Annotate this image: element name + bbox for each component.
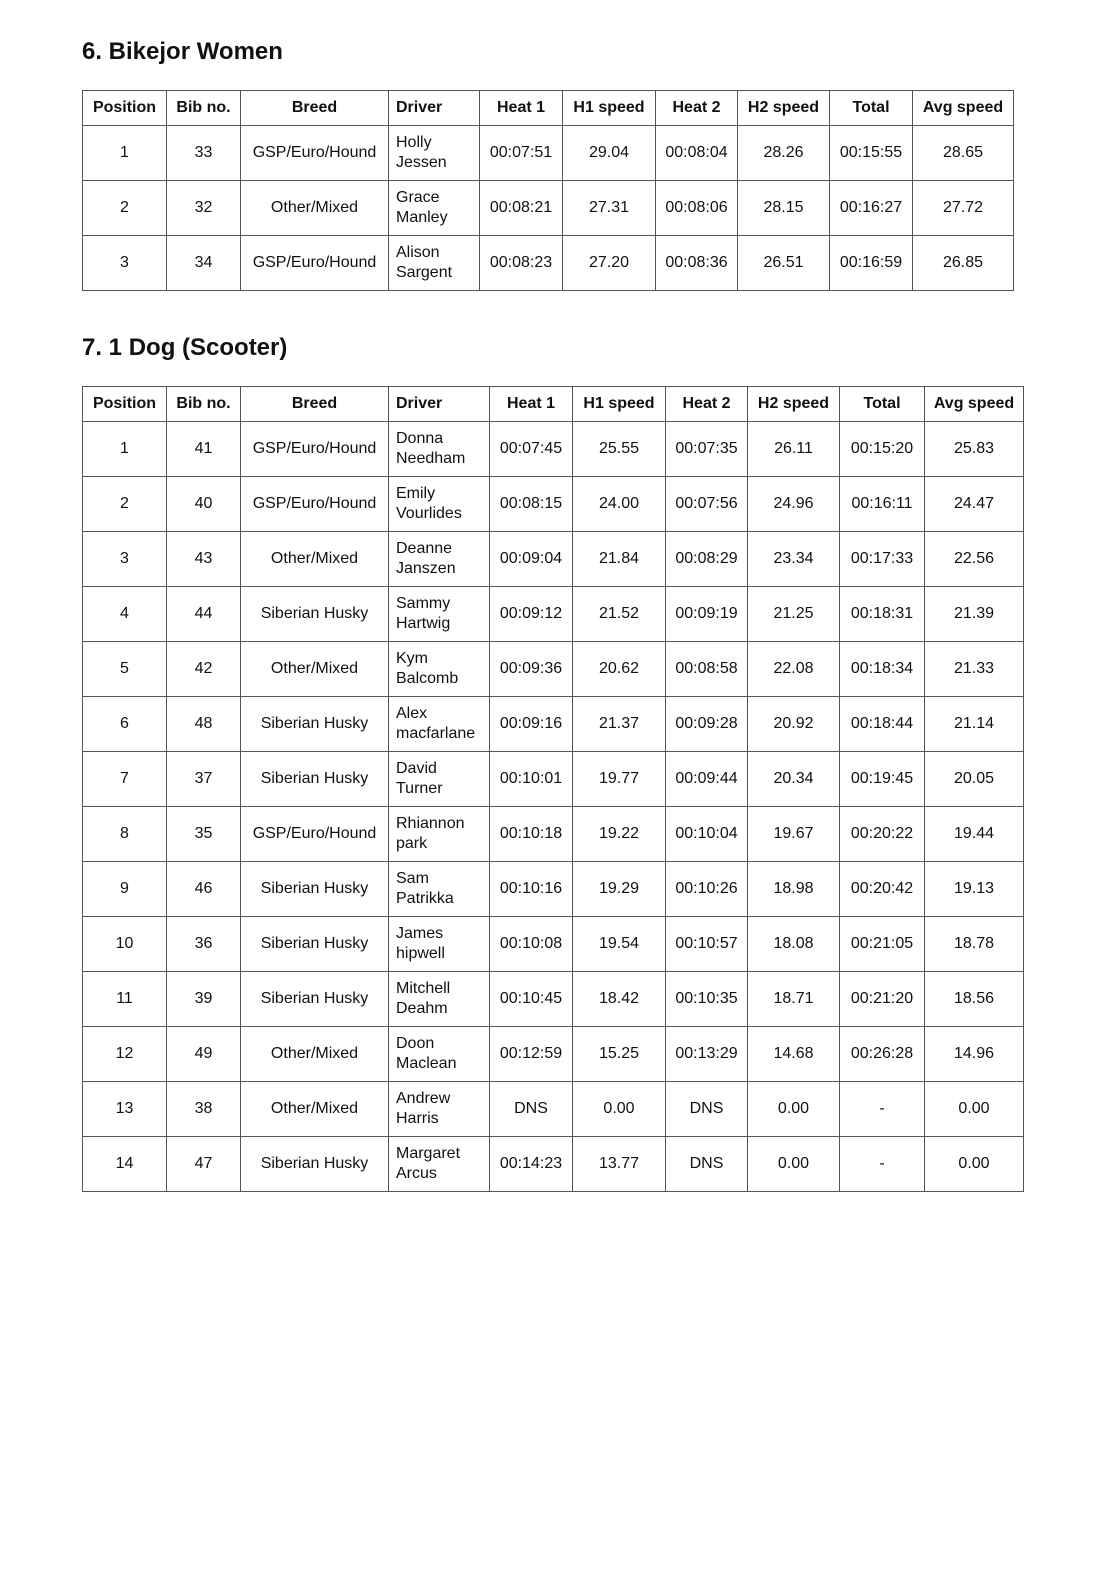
- cell-heat-2: 00:10:26: [666, 862, 748, 917]
- cell-h2-speed: 14.68: [748, 1027, 840, 1082]
- cell-total: 00:21:05: [840, 917, 925, 972]
- cell-heat-1: 00:08:21: [480, 181, 563, 236]
- cell-driver: [389, 697, 490, 752]
- table-row: [83, 422, 1024, 477]
- driver-last-name: Manley: [396, 209, 448, 226]
- cell-driver: [389, 862, 490, 917]
- cell-heat-1: 00:09:16: [490, 697, 573, 752]
- table-row: [83, 697, 1024, 752]
- cell-position: 4: [83, 587, 167, 642]
- driver-last-name: Harris: [396, 1110, 439, 1127]
- cell-breed: GSP/Euro/Hound: [241, 126, 389, 181]
- driver-last-name: Janszen: [396, 560, 456, 577]
- column-header-h1-speed: H1 speed: [573, 387, 666, 422]
- cell-h1-speed: 19.54: [573, 917, 666, 972]
- cell-total: 00:15:20: [840, 422, 925, 477]
- cell-avg-speed: 19.13: [925, 862, 1024, 917]
- driver-first-name: Alex: [396, 705, 428, 722]
- driver-first-name: Holly: [396, 134, 432, 151]
- cell-driver: [389, 532, 490, 587]
- cell-heat-1: 00:10:01: [490, 752, 573, 807]
- cell-h2-speed: 26.11: [748, 422, 840, 477]
- table-row: [83, 862, 1024, 917]
- cell-total: 00:19:45: [840, 752, 925, 807]
- cell-h1-speed: 20.62: [573, 642, 666, 697]
- cell-bib-no: 36: [167, 917, 241, 972]
- cell-h1-speed: 18.42: [573, 972, 666, 1027]
- cell-h1-speed: 0.00: [573, 1082, 666, 1137]
- header-row: [83, 91, 1014, 126]
- column-header-position: Position: [83, 91, 167, 126]
- table-row: [83, 1082, 1024, 1137]
- cell-heat-1: 00:14:23: [490, 1137, 573, 1192]
- cell-heat-2: 00:09:19: [666, 587, 748, 642]
- cell-bib-no: 46: [167, 862, 241, 917]
- column-header-breed: Breed: [241, 91, 389, 126]
- driver-first-name: Doon: [396, 1035, 435, 1052]
- cell-total: 00:20:22: [840, 807, 925, 862]
- cell-breed: Other/Mixed: [241, 642, 389, 697]
- driver-first-name: James: [396, 925, 444, 942]
- cell-avg-speed: 26.85: [913, 236, 1014, 291]
- cell-avg-speed: 22.56: [925, 532, 1024, 587]
- column-header-avg-speed: Avg speed: [913, 91, 1014, 126]
- driver-last-name: Patrikka: [396, 890, 454, 907]
- cell-heat-2: 00:10:57: [666, 917, 748, 972]
- cell-avg-speed: 18.56: [925, 972, 1024, 1027]
- cell-avg-speed: 21.14: [925, 697, 1024, 752]
- cell-breed: Other/Mixed: [241, 181, 389, 236]
- cell-driver: [389, 1027, 490, 1082]
- cell-h1-speed: 19.22: [573, 807, 666, 862]
- cell-avg-speed: 21.33: [925, 642, 1024, 697]
- cell-heat-2: 00:08:58: [666, 642, 748, 697]
- column-header-h1-speed: H1 speed: [563, 91, 656, 126]
- cell-total: 00:17:33: [840, 532, 925, 587]
- cell-bib-no: 40: [167, 477, 241, 532]
- cell-h1-speed: 27.20: [563, 236, 656, 291]
- driver-first-name: Kym: [396, 650, 428, 667]
- driver-first-name: Sam: [396, 870, 429, 887]
- cell-heat-2: DNS: [666, 1137, 748, 1192]
- cell-heat-1: 00:09:04: [490, 532, 573, 587]
- table-row: [83, 477, 1024, 532]
- cell-breed: Siberian Husky: [241, 1137, 389, 1192]
- column-header-driver: Driver: [389, 91, 480, 126]
- cell-heat-1: 00:10:45: [490, 972, 573, 1027]
- cell-position: 7: [83, 752, 167, 807]
- driver-first-name: Margaret: [396, 1145, 461, 1162]
- cell-bib-no: 43: [167, 532, 241, 587]
- cell-driver: [389, 807, 490, 862]
- cell-h1-speed: 13.77: [573, 1137, 666, 1192]
- cell-driver: [389, 752, 490, 807]
- cell-breed: Siberian Husky: [241, 587, 389, 642]
- cell-avg-speed: 19.44: [925, 807, 1024, 862]
- cell-breed: Other/Mixed: [241, 532, 389, 587]
- cell-position: 1: [83, 422, 167, 477]
- column-header-total: Total: [830, 91, 913, 126]
- cell-driver: [389, 917, 490, 972]
- cell-h2-speed: 22.08: [748, 642, 840, 697]
- column-header-avg-speed: Avg speed: [925, 387, 1024, 422]
- cell-driver: [389, 1082, 490, 1137]
- cell-breed: Siberian Husky: [241, 862, 389, 917]
- driver-first-name: Mitchell: [396, 980, 451, 997]
- cell-total: 00:16:11: [840, 477, 925, 532]
- table-row: [83, 917, 1024, 972]
- cell-bib-no: 42: [167, 642, 241, 697]
- cell-breed: GSP/Euro/Hound: [241, 477, 389, 532]
- cell-breed: Siberian Husky: [241, 697, 389, 752]
- cell-bib-no: 32: [167, 181, 241, 236]
- cell-position: 2: [83, 477, 167, 532]
- column-header-h2-speed: H2 speed: [738, 91, 830, 126]
- cell-avg-speed: 28.65: [913, 126, 1014, 181]
- cell-h2-speed: 20.34: [748, 752, 840, 807]
- cell-avg-speed: 0.00: [925, 1082, 1024, 1137]
- cell-driver: [389, 587, 490, 642]
- cell-h2-speed: 21.25: [748, 587, 840, 642]
- cell-total: 00:16:27: [830, 181, 913, 236]
- cell-bib-no: 37: [167, 752, 241, 807]
- cell-position: 12: [83, 1027, 167, 1082]
- cell-breed: GSP/Euro/Hound: [241, 807, 389, 862]
- driver-last-name: hipwell: [396, 945, 445, 962]
- driver-first-name: Grace: [396, 189, 440, 206]
- driver-first-name: Andrew: [396, 1090, 451, 1107]
- cell-h2-speed: 18.71: [748, 972, 840, 1027]
- cell-breed: GSP/Euro/Hound: [241, 422, 389, 477]
- cell-h1-speed: 15.25: [573, 1027, 666, 1082]
- cell-h1-speed: 21.37: [573, 697, 666, 752]
- column-header-position: Position: [83, 387, 167, 422]
- cell-avg-speed: 18.78: [925, 917, 1024, 972]
- driver-first-name: Sammy: [396, 595, 451, 612]
- table-row: [83, 972, 1024, 1027]
- cell-heat-2: 00:09:28: [666, 697, 748, 752]
- cell-breed: Siberian Husky: [241, 917, 389, 972]
- cell-avg-speed: 25.83: [925, 422, 1024, 477]
- column-header-bib-no: Bib no.: [167, 387, 241, 422]
- cell-bib-no: 34: [167, 236, 241, 291]
- cell-total: -: [840, 1137, 925, 1192]
- section-title-bikejor-women: 6. Bikejor Women: [82, 38, 283, 65]
- cell-h1-speed: 21.52: [573, 587, 666, 642]
- cell-position: 2: [83, 181, 167, 236]
- cell-total: 00:16:59: [830, 236, 913, 291]
- results-table-1-dog-scooter: [82, 386, 1024, 1192]
- cell-position: 8: [83, 807, 167, 862]
- cell-heat-1: 00:10:16: [490, 862, 573, 917]
- cell-position: 6: [83, 697, 167, 752]
- cell-heat-1: 00:10:18: [490, 807, 573, 862]
- table-row: [83, 807, 1024, 862]
- cell-heat-1: 00:07:45: [490, 422, 573, 477]
- cell-position: 3: [83, 532, 167, 587]
- cell-bib-no: 49: [167, 1027, 241, 1082]
- cell-breed: Siberian Husky: [241, 972, 389, 1027]
- driver-first-name: Donna: [396, 430, 444, 447]
- column-header-driver: Driver: [389, 387, 490, 422]
- cell-h2-speed: 19.67: [748, 807, 840, 862]
- cell-avg-speed: 20.05: [925, 752, 1024, 807]
- table-row: [83, 181, 1014, 236]
- cell-heat-2: 00:07:35: [666, 422, 748, 477]
- column-header-heat-2: Heat 2: [656, 91, 738, 126]
- cell-h1-speed: 24.00: [573, 477, 666, 532]
- cell-heat-1: 00:12:59: [490, 1027, 573, 1082]
- column-header-heat-1: Heat 1: [480, 91, 563, 126]
- cell-bib-no: 35: [167, 807, 241, 862]
- cell-bib-no: 44: [167, 587, 241, 642]
- table-row: [83, 532, 1024, 587]
- results-table-bikejor-women: [82, 90, 1014, 291]
- driver-first-name: Deanne: [396, 540, 453, 557]
- cell-h2-speed: 20.92: [748, 697, 840, 752]
- driver-last-name: Jessen: [396, 154, 447, 171]
- section-title-1-dog-scooter: 7. 1 Dog (Scooter): [82, 334, 288, 361]
- cell-total: 00:18:34: [840, 642, 925, 697]
- cell-total: 00:15:55: [830, 126, 913, 181]
- cell-heat-1: DNS: [490, 1082, 573, 1137]
- cell-breed: GSP/Euro/Hound: [241, 236, 389, 291]
- cell-position: 14: [83, 1137, 167, 1192]
- driver-last-name: Maclean: [396, 1055, 457, 1072]
- column-header-breed: Breed: [241, 387, 389, 422]
- cell-driver: [389, 422, 490, 477]
- driver-last-name: Hartwig: [396, 615, 451, 632]
- column-header-heat-1: Heat 1: [490, 387, 573, 422]
- cell-driver: [389, 477, 490, 532]
- header-row: [83, 387, 1024, 422]
- cell-h2-speed: 0.00: [748, 1137, 840, 1192]
- cell-driver: [389, 642, 490, 697]
- cell-heat-2: 00:08:29: [666, 532, 748, 587]
- cell-bib-no: 39: [167, 972, 241, 1027]
- cell-heat-2: 00:08:04: [656, 126, 738, 181]
- cell-breed: Other/Mixed: [241, 1082, 389, 1137]
- cell-h2-speed: 18.08: [748, 917, 840, 972]
- cell-bib-no: 41: [167, 422, 241, 477]
- cell-total: 00:18:31: [840, 587, 925, 642]
- table-row: [83, 126, 1014, 181]
- driver-last-name: macfarlane: [396, 725, 476, 742]
- cell-heat-2: 00:10:35: [666, 972, 748, 1027]
- cell-h2-speed: 18.98: [748, 862, 840, 917]
- table-row: [83, 1027, 1024, 1082]
- column-header-heat-2: Heat 2: [666, 387, 748, 422]
- driver-last-name: Vourlides: [396, 505, 462, 522]
- table-row: [83, 642, 1024, 697]
- cell-h1-speed: 21.84: [573, 532, 666, 587]
- cell-avg-speed: 14.96: [925, 1027, 1024, 1082]
- driver-last-name: Arcus: [396, 1165, 437, 1182]
- cell-h2-speed: 28.15: [738, 181, 830, 236]
- cell-position: 11: [83, 972, 167, 1027]
- cell-heat-1: 00:09:36: [490, 642, 573, 697]
- cell-position: 1: [83, 126, 167, 181]
- driver-first-name: Rhiannon: [396, 815, 465, 832]
- cell-total: 00:21:20: [840, 972, 925, 1027]
- cell-breed: Other/Mixed: [241, 1027, 389, 1082]
- cell-avg-speed: 0.00: [925, 1137, 1024, 1192]
- cell-heat-2: 00:10:04: [666, 807, 748, 862]
- driver-first-name: Emily: [396, 485, 436, 502]
- table-row: [83, 587, 1024, 642]
- cell-h2-speed: 28.26: [738, 126, 830, 181]
- table-row: [83, 236, 1014, 291]
- driver-first-name: David: [396, 760, 437, 777]
- driver-last-name: Balcomb: [396, 670, 459, 687]
- cell-heat-2: 00:09:44: [666, 752, 748, 807]
- cell-bib-no: 47: [167, 1137, 241, 1192]
- cell-total: 00:18:44: [840, 697, 925, 752]
- cell-heat-2: 00:07:56: [666, 477, 748, 532]
- cell-driver: [389, 972, 490, 1027]
- cell-h1-speed: 29.04: [563, 126, 656, 181]
- cell-bib-no: 33: [167, 126, 241, 181]
- cell-total: 00:26:28: [840, 1027, 925, 1082]
- cell-heat-2: 00:13:29: [666, 1027, 748, 1082]
- cell-heat-1: 00:08:23: [480, 236, 563, 291]
- cell-h2-speed: 24.96: [748, 477, 840, 532]
- column-header-total: Total: [840, 387, 925, 422]
- cell-bib-no: 48: [167, 697, 241, 752]
- cell-heat-2: 00:08:06: [656, 181, 738, 236]
- cell-driver: [389, 181, 480, 236]
- cell-h1-speed: 25.55: [573, 422, 666, 477]
- cell-heat-1: 00:08:15: [490, 477, 573, 532]
- driver-last-name: Needham: [396, 450, 466, 467]
- cell-h2-speed: 23.34: [748, 532, 840, 587]
- cell-position: 5: [83, 642, 167, 697]
- driver-last-name: Sargent: [396, 264, 453, 281]
- cell-bib-no: 38: [167, 1082, 241, 1137]
- column-header-h2-speed: H2 speed: [748, 387, 840, 422]
- cell-heat-2: DNS: [666, 1082, 748, 1137]
- cell-driver: [389, 126, 480, 181]
- cell-avg-speed: 27.72: [913, 181, 1014, 236]
- cell-breed: Siberian Husky: [241, 752, 389, 807]
- driver-last-name: park: [396, 835, 428, 852]
- cell-position: 10: [83, 917, 167, 972]
- cell-h1-speed: 19.77: [573, 752, 666, 807]
- cell-driver: [389, 1137, 490, 1192]
- driver-first-name: Alison: [396, 244, 440, 261]
- cell-position: 13: [83, 1082, 167, 1137]
- cell-heat-1: 00:09:12: [490, 587, 573, 642]
- column-header-bib-no: Bib no.: [167, 91, 241, 126]
- cell-heat-1: 00:07:51: [480, 126, 563, 181]
- table-row: [83, 752, 1024, 807]
- driver-last-name: Deahm: [396, 1000, 448, 1017]
- cell-total: 00:20:42: [840, 862, 925, 917]
- cell-total: -: [840, 1082, 925, 1137]
- cell-heat-1: 00:10:08: [490, 917, 573, 972]
- table-row: [83, 1137, 1024, 1192]
- cell-avg-speed: 24.47: [925, 477, 1024, 532]
- cell-h1-speed: 19.29: [573, 862, 666, 917]
- cell-driver: [389, 236, 480, 291]
- driver-last-name: Turner: [396, 780, 443, 797]
- cell-heat-2: 00:08:36: [656, 236, 738, 291]
- cell-position: 9: [83, 862, 167, 917]
- cell-position: 3: [83, 236, 167, 291]
- cell-avg-speed: 21.39: [925, 587, 1024, 642]
- cell-h2-speed: 0.00: [748, 1082, 840, 1137]
- cell-h2-speed: 26.51: [738, 236, 830, 291]
- cell-h1-speed: 27.31: [563, 181, 656, 236]
